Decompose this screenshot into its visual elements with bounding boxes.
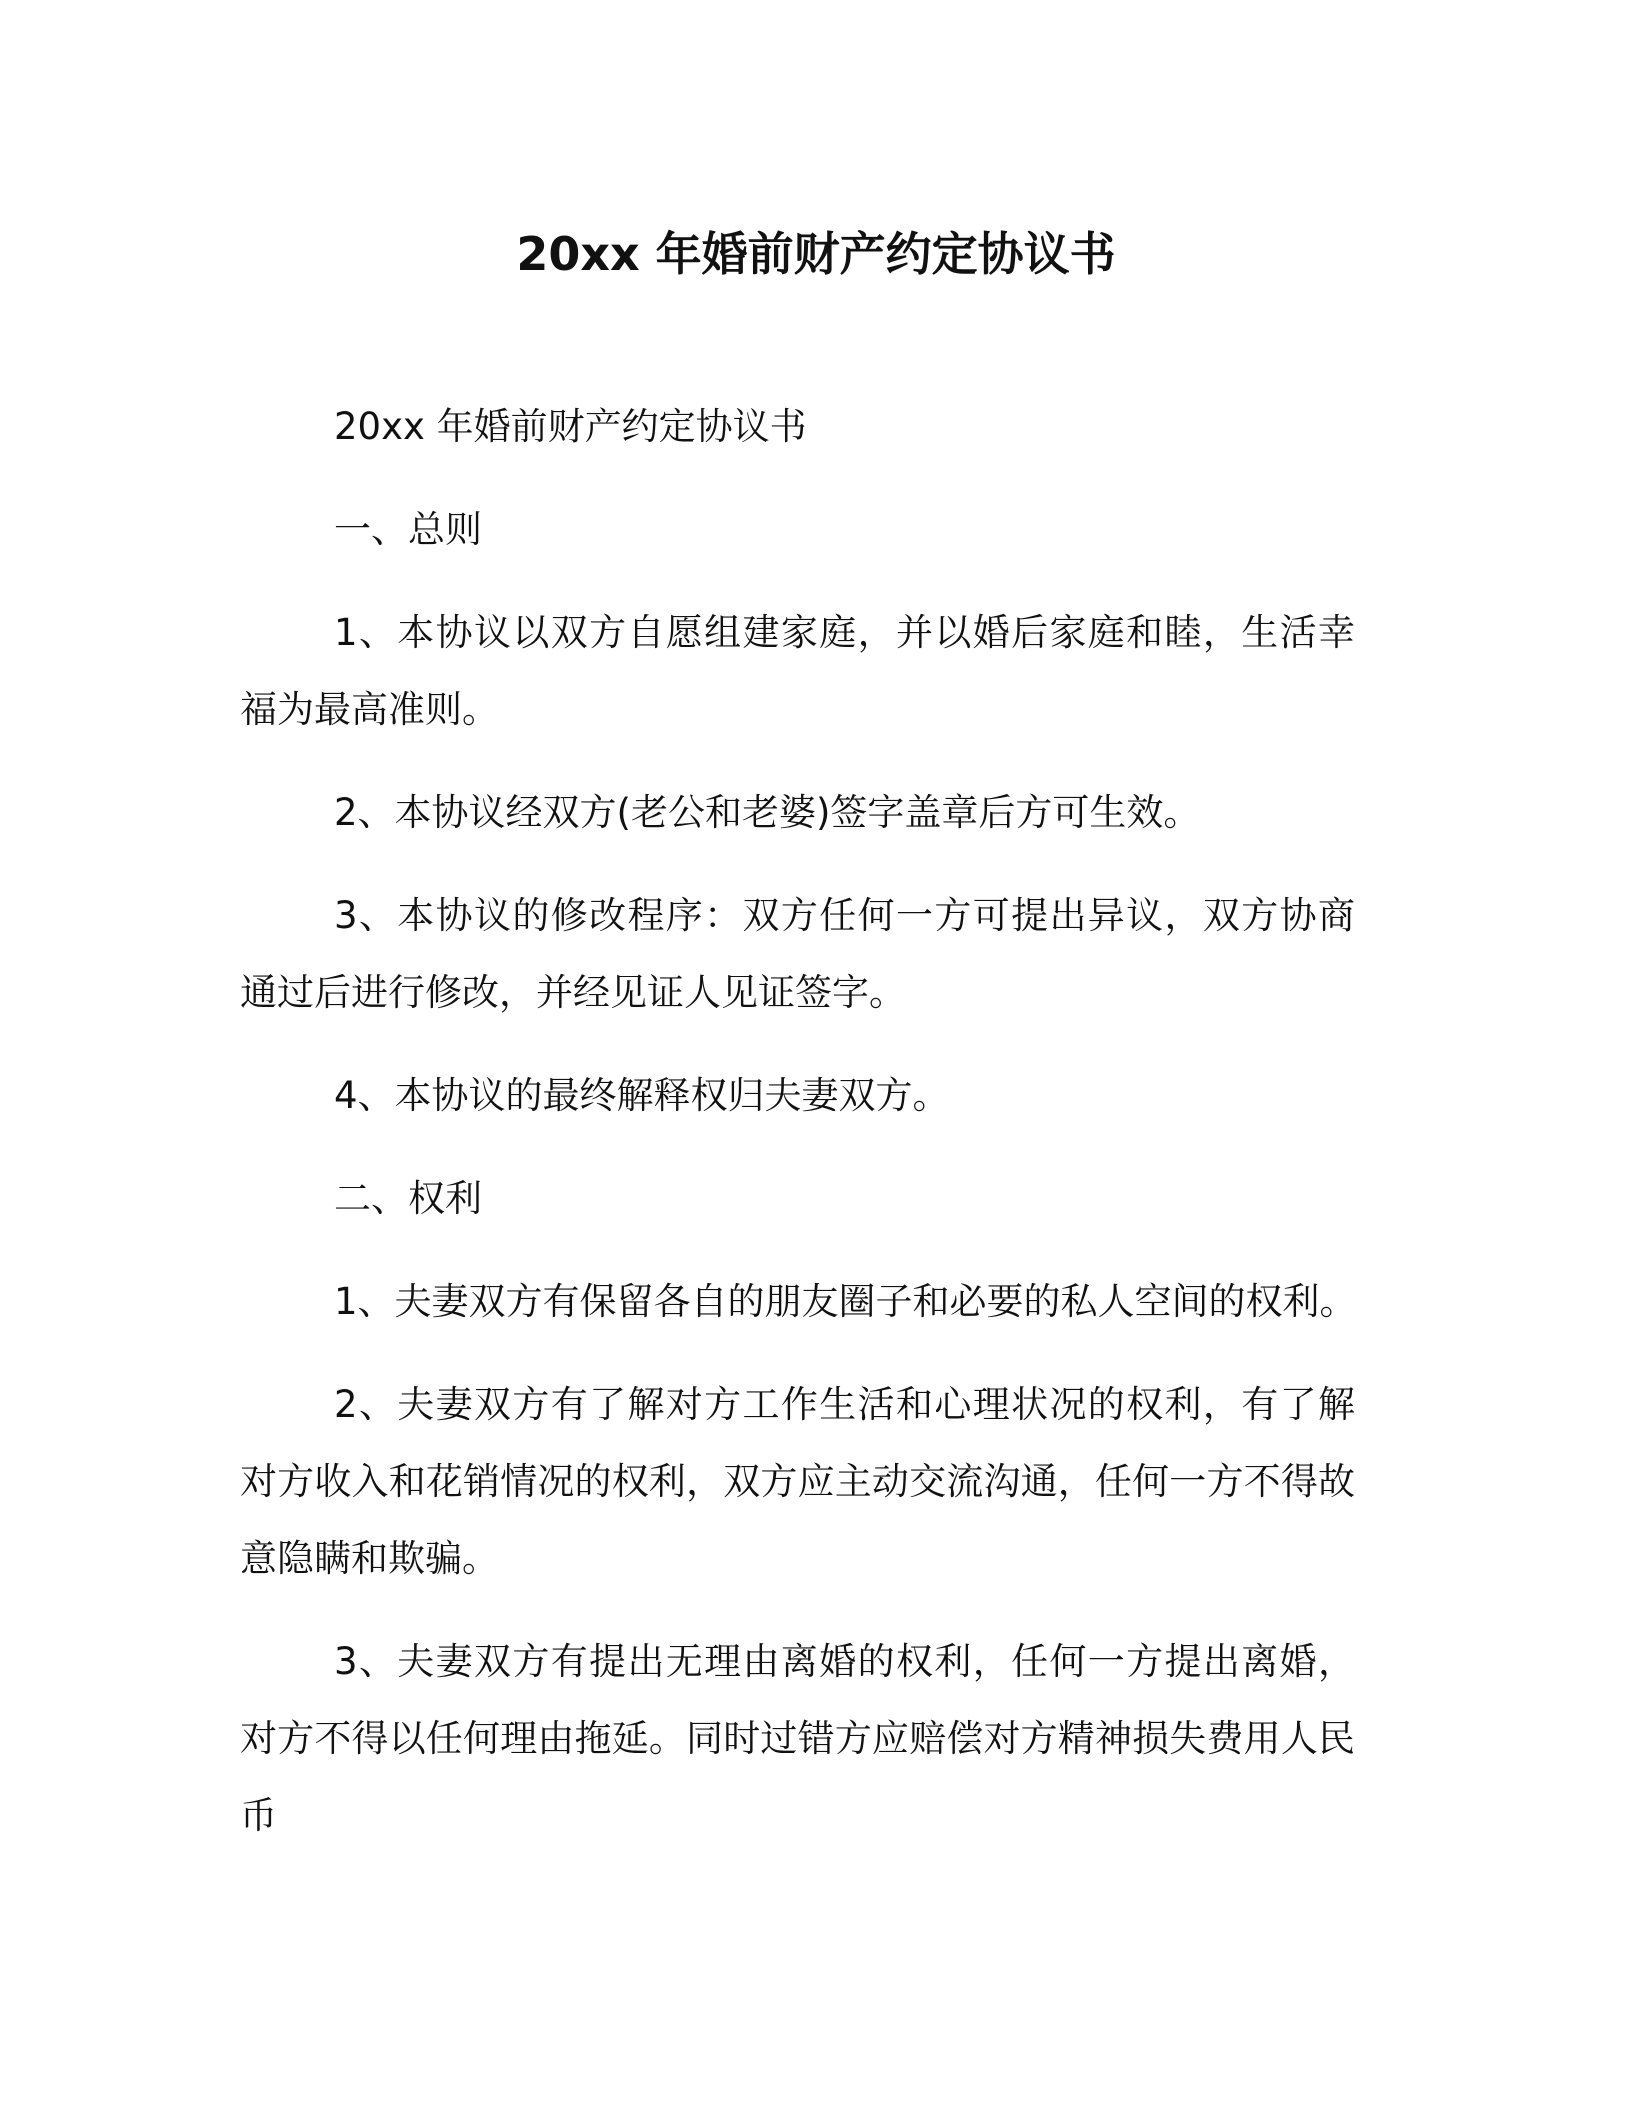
clause-rights-1: 1、夫妻双方有保留各自的朋友圈子和必要的私人空间的权利。 <box>334 1280 1357 1323</box>
section-heading-general: 一、总则 <box>334 508 482 551</box>
clause-general-3: 3、本协议的修改程序：双方任何一方可提出异议，双方协商通过后进行修改，并经见证人见证签字。 <box>240 894 1355 1014</box>
document-title: 20xx 年婚前财产约定协议书 <box>516 227 1116 281</box>
clause-general-4: 4、本协议的最终解释权归夫妻双方。 <box>334 1074 950 1117</box>
clause-rights-3: 3、夫妻双方有提出无理由离婚的权利，任何一方提出离婚，对方不得以任何理由拖延。同时过错方应赔偿对方精神损失费用人民币 <box>240 1640 1355 1837</box>
clause-general-1: 1、本协议以双方自愿组建家庭，并以婚后家庭和睦，生活幸福为最高准则。 <box>240 611 1355 731</box>
section-heading-rights: 二、权利 <box>334 1177 482 1220</box>
clause-rights-2: 2、夫妻双方有了解对方工作生活和心理状况的权利，有了解对方收入和花销情况的权利，双方应主动交流沟通，任何一方不得故意隐瞒和欺骗。 <box>240 1383 1355 1580</box>
subtitle-paragraph: 20xx 年婚前财产约定协议书 <box>334 405 807 448</box>
document-body <box>240 388 1355 1880</box>
clause-general-2: 2、本协议经双方(老公和老婆)签字盖章后方可生效。 <box>334 791 1201 834</box>
